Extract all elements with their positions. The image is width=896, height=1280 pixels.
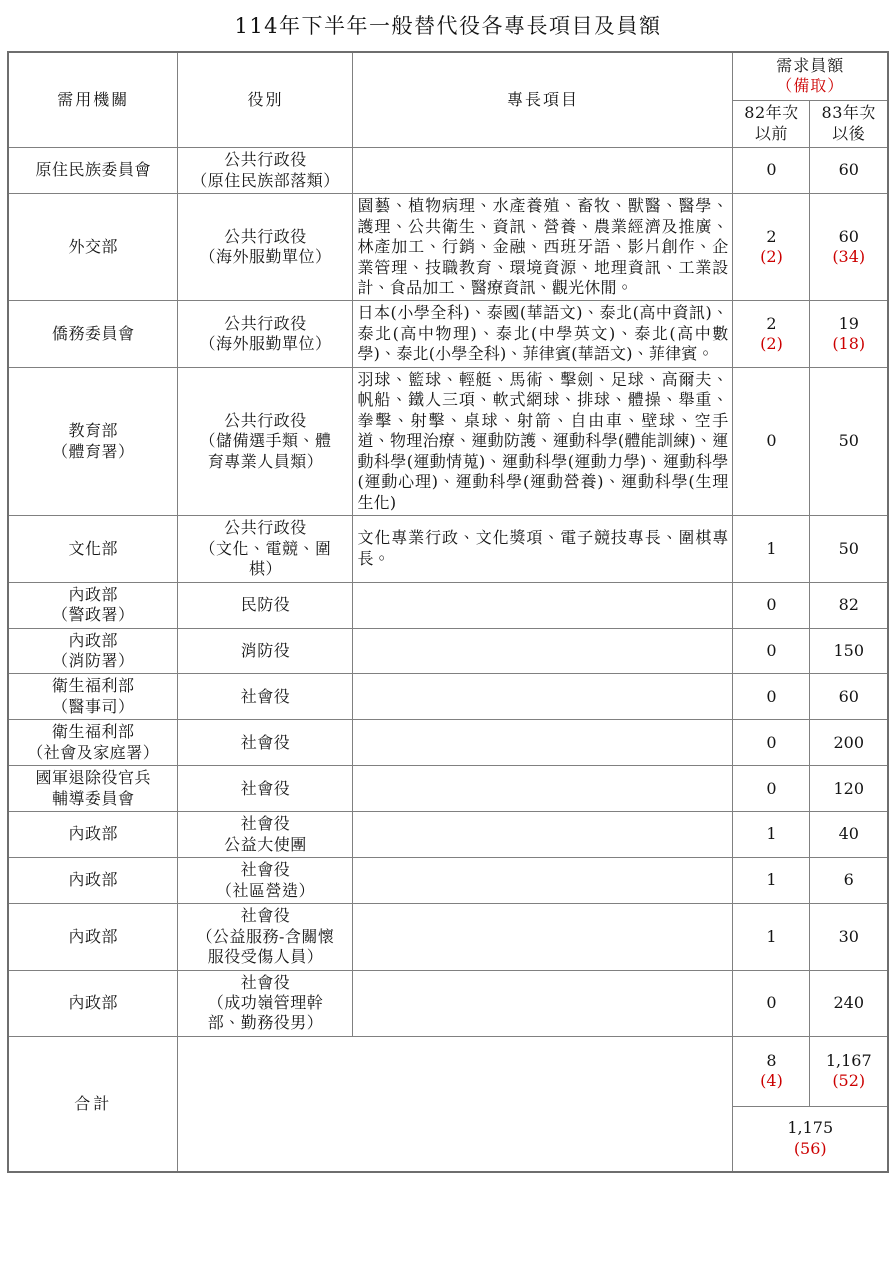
cell-service-type [178, 301, 353, 367]
header-agency: 需用機關 [8, 52, 178, 148]
service-type-line3: 部、勤務役男） [207, 1013, 324, 1033]
header-year-after-line1: 83年次 [821, 103, 876, 123]
service-type-line1: 公共行政役 [224, 410, 307, 430]
cell-specialty [353, 674, 733, 720]
cell-specialty [353, 628, 733, 674]
quota-table [7, 51, 889, 1173]
cell-quota-before [733, 194, 810, 301]
cell-service-type [178, 367, 353, 515]
quota-before-value: 2 [766, 313, 777, 333]
cell-specialty [353, 582, 733, 628]
cell-agency [8, 628, 178, 674]
cell-agency [8, 582, 178, 628]
grand-total-reserve: (56) [793, 1138, 827, 1158]
cell-quota-before [733, 970, 810, 1036]
cell-quota-before [733, 148, 810, 194]
cell-quota-before [733, 301, 810, 367]
quota-before-value: 0 [766, 686, 777, 706]
header-demand-reserve: （備取） [776, 76, 845, 96]
cell-specialty [353, 766, 733, 812]
grand-total-cell [733, 1106, 888, 1172]
cell-quota-after [810, 367, 888, 515]
quota-after-value: 50 [838, 538, 859, 558]
table-row [8, 766, 888, 812]
service-type-line2: 公益大使團 [224, 834, 307, 854]
quota-after-value: 240 [833, 993, 865, 1012]
cell-service-type [178, 148, 353, 194]
header-service-type: 役別 [178, 52, 353, 148]
cell-service-type: 社會役 [178, 766, 353, 812]
quota-after-value: 6 [843, 870, 854, 890]
agency-line1: 衛生福利部 [51, 722, 135, 742]
cell-quota-after [810, 766, 888, 812]
cell-quota-after [810, 148, 888, 194]
table-row [8, 367, 888, 515]
cell-service-type [178, 858, 353, 904]
cell-service-type [178, 904, 353, 970]
quota-after-value: 150 [833, 640, 865, 660]
cell-quota-after [810, 858, 888, 904]
cell-quota-before [733, 720, 810, 766]
cell-quota-after [810, 812, 888, 858]
cell-quota-after [810, 720, 888, 766]
cell-quota-before [733, 766, 810, 812]
agency-line2: （醫事司） [51, 696, 135, 716]
header-year-after-line2: 以後 [832, 123, 866, 143]
total-label: 合計 [8, 1036, 178, 1172]
cell-quota-before [733, 628, 810, 674]
total-row-subtotal [8, 1036, 888, 1106]
cell-service-type: 民防役 [178, 582, 353, 628]
cell-agency: 內政部 [8, 904, 178, 970]
service-type-line1: 社會役 [240, 860, 291, 880]
quota-after-value: 82 [838, 594, 859, 614]
cell-quota-after [810, 582, 888, 628]
header-year-before-line2: 以前 [754, 123, 788, 143]
service-type-line3: 育專業人員類） [207, 451, 324, 471]
cell-specialty: 羽球、籃球、輕艇、馬術、擊劍、足球、高爾夫、帆船、鐵人三項、軟式網球、排球、體操、舉重、拳擊、射擊、桌球、射箭、自由車、壁球、空手道、物理治療、運動防護、運動科學(體能訓練)、運動科學(運動情蒐)、運動科學(運動力學)、運動科學(運動心理)、運動科學(運動營養)、運動科學(生理生化) [353, 367, 733, 515]
agency-line2: 輔導委員會 [51, 788, 135, 808]
cell-quota-after [810, 301, 888, 367]
quota-before-value: 0 [766, 640, 777, 660]
cell-agency: 僑務委員會 [8, 301, 178, 367]
agency-line1: 教育部 [68, 421, 118, 441]
quota-before-value: 1 [766, 824, 777, 844]
cell-agency: 內政部 [8, 812, 178, 858]
total-quota-after-reserve: (52) [832, 1071, 866, 1091]
header-demand-label: 需求員額 [776, 55, 845, 75]
table-row [8, 904, 888, 970]
service-type-line2: （文化、電競、圍 [199, 538, 332, 558]
agency-line2: （體育署） [51, 441, 135, 461]
agency-line1: 內政部 [68, 630, 118, 650]
cell-agency [8, 766, 178, 812]
table-row [8, 301, 888, 367]
service-type-line1: 公共行政役 [224, 518, 307, 538]
cell-specialty [353, 970, 733, 1036]
quota-after-value: 40 [838, 824, 859, 844]
cell-agency [8, 367, 178, 515]
quota-after-value: 60 [838, 226, 859, 246]
quota-before-value: 0 [766, 431, 777, 451]
cell-quota-after [810, 904, 888, 970]
table-row [8, 148, 888, 194]
table-row [8, 720, 888, 766]
agency-line2: （警政署） [51, 605, 135, 625]
quota-after-value: 120 [833, 778, 865, 798]
agency-line1: 國軍退除役官兵 [35, 768, 151, 788]
cell-service-type: 社會役 [178, 720, 353, 766]
cell-quota-before [733, 582, 810, 628]
table-row [8, 628, 888, 674]
service-type-line2: （海外服勤單位） [199, 334, 332, 354]
service-type-line2: （原住民族部落類） [191, 170, 340, 190]
total-quota-before-reserve: (4) [760, 1071, 783, 1091]
cell-quota-after [810, 516, 888, 582]
cell-service-type [178, 194, 353, 301]
cell-agency: 文化部 [8, 516, 178, 582]
header-year-before [733, 100, 810, 148]
cell-service-type [178, 516, 353, 582]
table-row [8, 674, 888, 720]
quota-after-value: 200 [833, 732, 865, 752]
cell-quota-before [733, 904, 810, 970]
agency-line2: （消防署） [51, 650, 135, 670]
cell-agency: 內政部 [8, 970, 178, 1036]
total-quota-after [810, 1036, 888, 1106]
cell-specialty [353, 148, 733, 194]
service-type-line2: （海外服勤單位） [199, 247, 332, 267]
cell-quota-before [733, 367, 810, 515]
quota-before-reserve: (2) [760, 334, 783, 354]
header-year-before-line1: 82年次 [744, 103, 799, 123]
cell-service-type [178, 970, 353, 1036]
table-body [8, 148, 888, 1172]
cell-agency [8, 674, 178, 720]
service-type-line1: 公共行政役 [224, 150, 307, 170]
table-row [8, 970, 888, 1036]
service-type-line1: 社會役 [240, 972, 291, 992]
cell-service-type: 社會役 [178, 674, 353, 720]
service-type-line1: 公共行政役 [224, 226, 307, 246]
service-type-line2: （社區營造） [215, 880, 315, 900]
quota-before-value: 1 [766, 538, 777, 558]
cell-service-type: 消防役 [178, 628, 353, 674]
cell-specialty: 園藝、植物病理、水產養殖、畜牧、獸醫、醫學、護理、公共衛生、資訊、營養、農業經濟及推廣、林產加工、行銷、金融、西班牙語、影片創作、企業管理、技職教育、環境資源、地理資訊、工業設計、食品加工、醫療資訊、觀光休閒。 [353, 194, 733, 301]
service-type-line3: 服役受傷人員） [207, 947, 324, 967]
quota-before-value: 0 [766, 993, 777, 1012]
cell-quota-before [733, 812, 810, 858]
agency-line1: 內政部 [68, 584, 118, 604]
cell-specialty [353, 720, 733, 766]
agency-line1: 衛生福利部 [51, 676, 135, 696]
table-row [8, 194, 888, 301]
quota-after-value: 50 [838, 431, 859, 451]
cell-quota-before [733, 858, 810, 904]
service-type-line2: （成功嶺管理幹 [207, 993, 324, 1012]
quota-after-value: 60 [838, 160, 859, 180]
table-row [8, 516, 888, 582]
header-specialty: 專長項目 [353, 52, 733, 148]
cell-specialty [353, 858, 733, 904]
cell-quota-after [810, 674, 888, 720]
quota-before-value: 0 [766, 732, 777, 752]
cell-agency: 外交部 [8, 194, 178, 301]
cell-agency: 原住民族委員會 [8, 148, 178, 194]
cell-quota-after [810, 194, 888, 301]
cell-quota-after [810, 970, 888, 1036]
total-blank-cell [178, 1036, 733, 1172]
page-title: 114年下半年一般替代役各專長項目及員額 [234, 14, 662, 38]
cell-specialty [353, 904, 733, 970]
quota-after-reserve: (34) [832, 247, 866, 267]
table-row [8, 858, 888, 904]
cell-quota-before [733, 674, 810, 720]
quota-after-value: 19 [838, 313, 859, 333]
cell-quota-before [733, 516, 810, 582]
agency-line2: （社會及家庭署） [27, 742, 160, 762]
quota-before-value: 1 [766, 926, 777, 946]
cell-service-type [178, 812, 353, 858]
cell-specialty: 文化專業行政、文化獎項、電子競技專長、圍棋專長。 [353, 516, 733, 582]
cell-specialty: 日本(小學全科)、泰國(華語文)、泰北(高中資訊)、泰北(高中物理)、泰北(中學英文)、泰北(高中數學)、泰北(小學全科)、菲律賓(華語文)、菲律賓。 [353, 301, 733, 367]
service-type-line1: 公共行政役 [224, 313, 307, 333]
quota-before-value: 0 [766, 160, 777, 180]
service-type-line1: 社會役 [240, 906, 291, 926]
quota-after-reserve: (18) [832, 334, 866, 354]
quota-before-reserve: (2) [760, 247, 783, 267]
table-row [8, 812, 888, 858]
cell-agency [8, 720, 178, 766]
service-type-line2: （公益服務-含關懷 [196, 926, 335, 946]
total-quota-after-value: 1,167 [825, 1050, 872, 1070]
cell-specialty [353, 812, 733, 858]
grand-total-value: 1,175 [787, 1118, 834, 1138]
header-year-after [810, 100, 888, 148]
service-type-line2: （儲備選手類、體 [199, 431, 332, 451]
quota-before-value: 2 [766, 226, 777, 246]
total-quota-before-value: 8 [766, 1050, 777, 1070]
header-demand [733, 52, 888, 100]
quota-after-value: 30 [838, 926, 859, 946]
cell-quota-after [810, 628, 888, 674]
service-type-line3: 棋） [248, 559, 282, 579]
header-row-main [8, 52, 888, 100]
quota-before-value: 0 [766, 778, 777, 798]
total-quota-before [733, 1036, 810, 1106]
quota-before-value: 0 [766, 594, 777, 614]
quota-before-value: 1 [766, 870, 777, 890]
cell-agency: 內政部 [8, 858, 178, 904]
service-type-line1: 社會役 [240, 814, 291, 834]
table-header [8, 52, 888, 148]
quota-after-value: 60 [838, 686, 859, 706]
table-row [8, 582, 888, 628]
